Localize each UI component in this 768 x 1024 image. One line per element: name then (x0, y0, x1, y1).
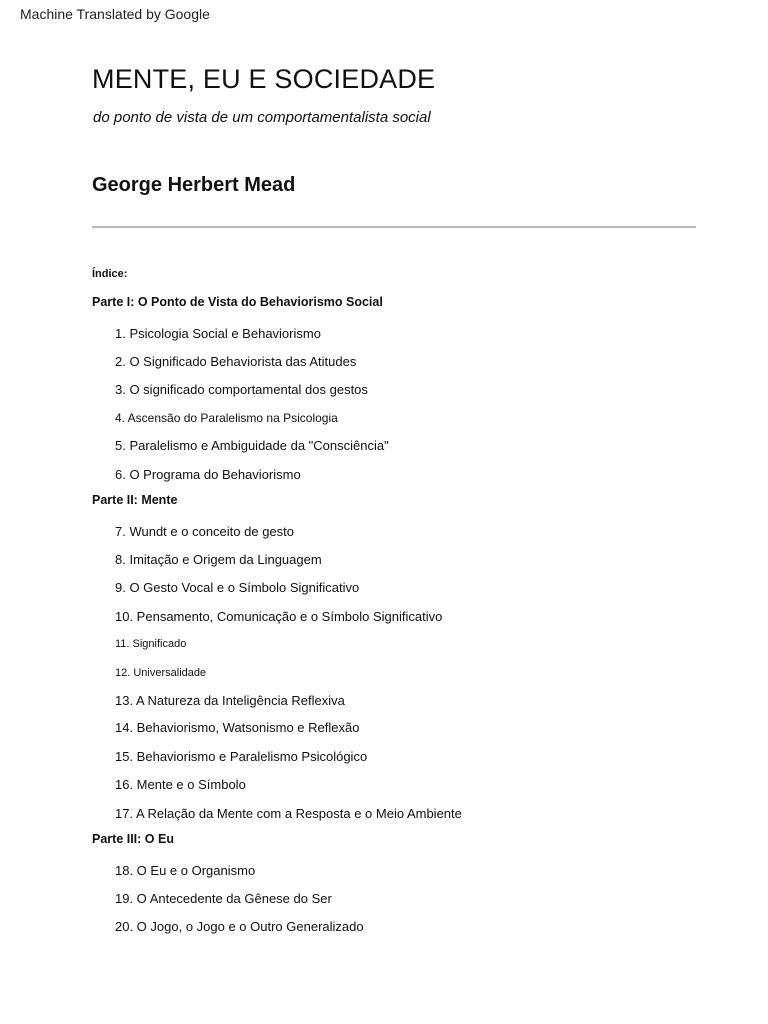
horizontal-divider (92, 226, 696, 228)
toc-item: 16. Mente e o Símbolo (115, 777, 246, 792)
toc-item: 1. Psicologia Social e Behaviorismo (115, 326, 321, 341)
document-title: MENTE, EU E SOCIEDADE (92, 64, 436, 94)
toc-item: 13. A Natureza da Inteligência Reflexiva (115, 693, 345, 708)
toc-item: 20. O Jogo, o Jogo e o Outro Generalizado (115, 919, 364, 934)
toc-item: 10. Pensamento, Comunicação e o Símbolo Significativo (115, 609, 443, 624)
toc-item: 12. Universalidade (115, 667, 207, 679)
toc-item: 14. Behaviorismo, Watsonismo e Reflexão (115, 720, 360, 735)
toc-heading: Índice: (92, 268, 128, 280)
toc-part-heading: Parte II: Mente (92, 493, 178, 507)
toc-item: 3. O significado comportamental dos gestos (115, 382, 368, 397)
toc-item: 19. O Antecedente da Gênese do Ser (115, 891, 332, 906)
toc-part-heading: Parte III: O Eu (92, 832, 174, 846)
toc-part-heading: Parte I: O Ponto de Vista do Behaviorismo Social (92, 295, 383, 309)
toc-item: 17. A Relação da Mente com a Resposta e o Meio Ambiente (115, 806, 462, 821)
toc-item: 5. Paralelismo e Ambiguidade da "Consciência" (115, 438, 389, 453)
machine-translation-banner: Machine Translated by Google (20, 6, 210, 22)
document-subtitle: do ponto de vista de um comportamentalista social (93, 109, 431, 126)
toc-item: 6. O Programa do Behaviorismo (115, 467, 301, 482)
document-author: George Herbert Mead (92, 174, 296, 196)
toc-item: 9. O Gesto Vocal e o Símbolo Significativo (115, 580, 360, 595)
toc-item: 2. O Significado Behaviorista das Atitudes (115, 354, 357, 369)
toc-item: 15. Behaviorismo e Paralelismo Psicológico (115, 749, 368, 764)
toc-item: 8. Imitação e Origem da Linguagem (115, 552, 322, 567)
toc-item: 11. Significado (115, 638, 187, 650)
toc-item: 4. Ascensão do Paralelismo na Psicologia (115, 411, 338, 425)
toc-item: 18. O Eu e o Organismo (115, 863, 256, 878)
toc-item: 7. Wundt e o conceito de gesto (115, 524, 294, 539)
